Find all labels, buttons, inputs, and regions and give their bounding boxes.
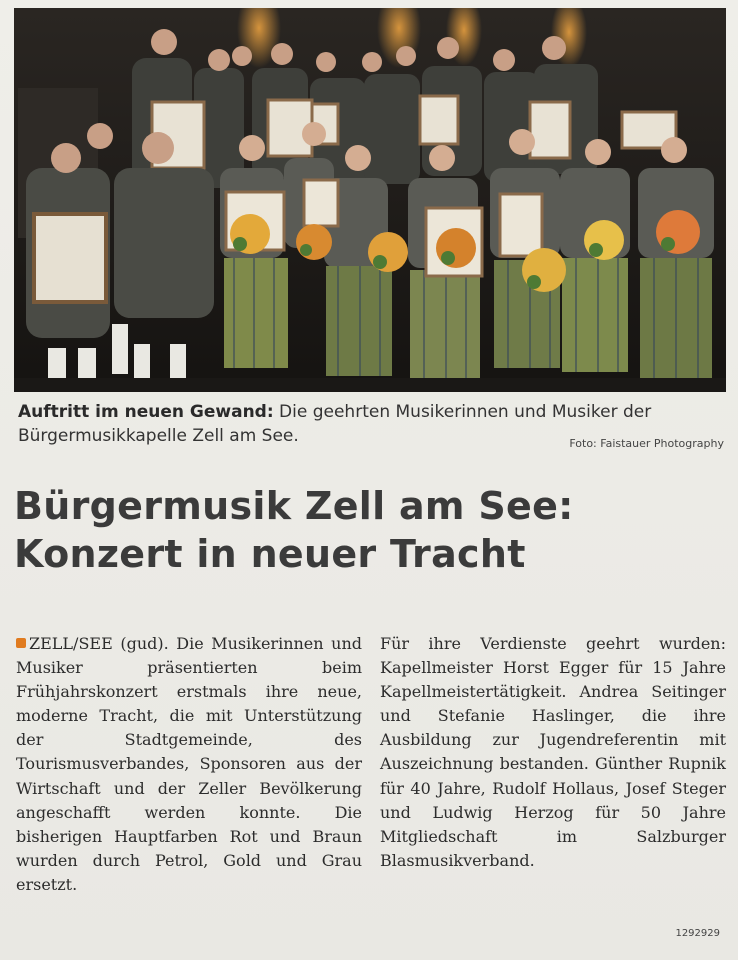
group-photo xyxy=(14,8,726,392)
caption-text: Die geehrten Musikerinnen und Musiker der Bürgermusikkapelle Zell am See. xyxy=(18,402,652,446)
photo-illustration xyxy=(14,8,726,392)
document-id: 1292929 xyxy=(675,928,720,939)
article-left-text: Die Musikerinnen und Musiker präsentierten beim Frühjahrskonzert erstmals ihre neue, moderne Tracht, die mit Unterstützung der Stadtgemeinde, des Tourismusverbandes, Sponsoren aus der Wirtschaft und der Zeller Bevölkerung angeschafft werden konnte. Die bisherigen Hauptfarben Rot und Braun wurden durch Petrol, Gold und Grau ersetzt. xyxy=(16,634,362,894)
article-headline xyxy=(14,482,728,578)
section-bullet-icon xyxy=(16,638,26,648)
article-column-left xyxy=(16,632,362,897)
headline-line-1: Bürgermusik Zell am See: xyxy=(14,484,574,528)
caption-lead: Auftritt im neuen Gewand: xyxy=(18,402,274,422)
photo-credit: Foto: Faistauer Photography xyxy=(569,437,724,450)
article-right-text: Für ihre Verdienste geehrt wurden: Kapellmeister Horst Egger für 15 Jahre Kapellmeistertätigkeit. Andrea Seitinger und Stefanie Haslinger, die ihre Ausbildung zur Jugendreferentin mit Auszeichnung bestanden. Günther Rupnik für 40 Jahre, Rudolf Hollaus, Josef Steger und Ludwig Herzog für 50 Jahre Mitgliedschaft im Salzburger Blasmusikverband. xyxy=(380,634,726,870)
article-dateline: ZELL/SEE (gud). xyxy=(29,634,169,653)
headline-line-2: Konzert in neuer Tracht xyxy=(14,532,526,576)
article-column-right xyxy=(380,632,726,873)
